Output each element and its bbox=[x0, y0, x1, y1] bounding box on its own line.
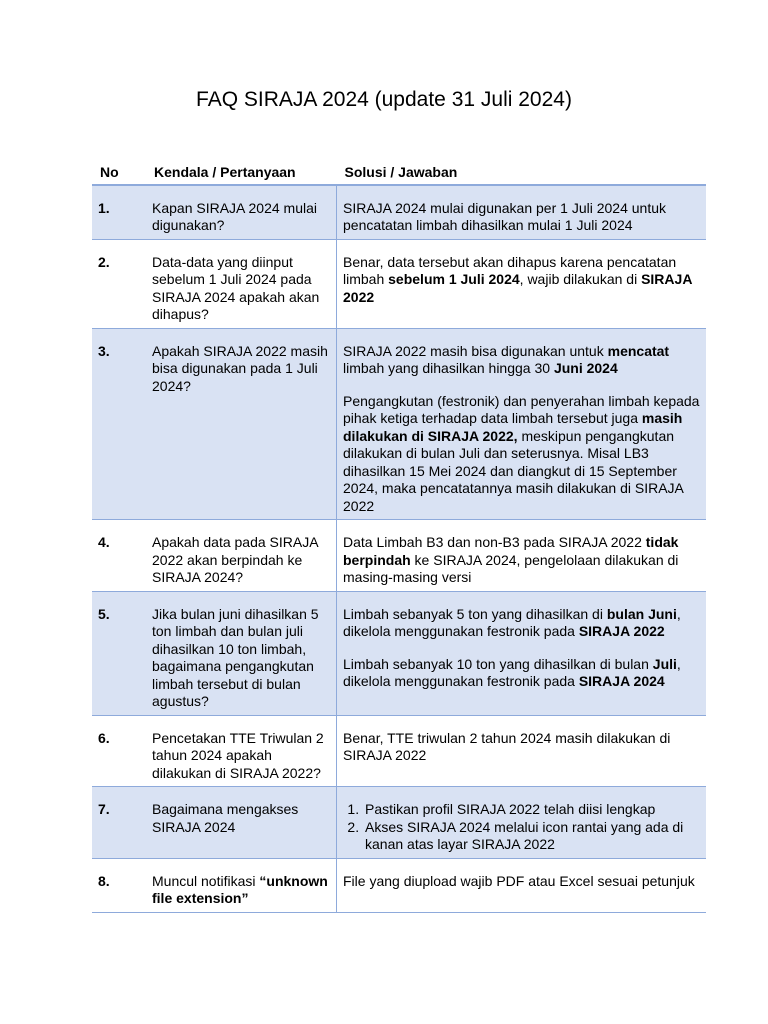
answer-cell bbox=[337, 787, 707, 859]
answer-cell bbox=[337, 239, 707, 328]
table-row bbox=[92, 239, 706, 328]
row-number: 5. bbox=[92, 591, 146, 715]
row-number: 3. bbox=[92, 328, 146, 520]
answer-text: limbah yang dihasilkan hingga 30 bbox=[343, 360, 554, 376]
answer-text: Benar, data tersebut akan dihapus karena pencatatan limbah bbox=[343, 253, 677, 287]
answer-text: , wajib dilakukan di bbox=[519, 271, 642, 287]
row-number: 8. bbox=[92, 858, 146, 912]
answer-text: Limbah sebanyak 5 ton yang dihasilkan di bbox=[343, 605, 607, 622]
row-number: 2. bbox=[92, 239, 146, 328]
answer-paragraph bbox=[343, 343, 700, 378]
list-item: 1. Pastikan profil SIRAJA 2022 telah diisi lengkap bbox=[363, 801, 700, 819]
answer-bold: masih dilakukan di SIRAJA 2022, bbox=[343, 410, 683, 444]
answer-cell bbox=[337, 520, 707, 592]
table-row bbox=[92, 520, 706, 592]
question-cell: Apakah data pada SIRAJA 2022 akan berpindah ke SIRAJA 2024? bbox=[146, 520, 337, 592]
answer-cell: SIRAJA 2024 mulai digunakan per 1 Juli 2024 untuk pencatatan limbah dihasilkan mulai 1 Juli 2024 bbox=[337, 185, 707, 240]
answer-text: Limbah sebanyak 10 ton yang dihasilkan di bulan bbox=[343, 655, 653, 672]
row-number: 6. bbox=[92, 715, 146, 787]
header-no: No bbox=[92, 162, 146, 185]
answer-cell bbox=[337, 591, 707, 715]
answer-paragraph bbox=[343, 656, 700, 691]
answer-text: ke SIRAJA 2024, pengelolaan dilakukan di masing-masing versi bbox=[343, 551, 679, 585]
page-title: FAQ SIRAJA 2024 (update 31 Juli 2024) bbox=[196, 88, 572, 111]
answer-text: , dikelola menggunakan festronik pada bbox=[343, 605, 681, 639]
header-question: Kendala / Pertanyaan bbox=[146, 162, 337, 185]
header-answer: Solusi / Jawaban bbox=[337, 162, 707, 185]
answer-cell: File yang diupload wajib PDF atau Excel sesuai petunjuk bbox=[337, 858, 707, 912]
answer-bold: SIRAJA 2022 bbox=[578, 623, 665, 639]
answer-bold: bulan Juni bbox=[606, 605, 677, 622]
table-row bbox=[92, 715, 706, 787]
question-cell bbox=[146, 858, 337, 912]
question-cell: Jika bulan juni dihasilkan 5 ton limbah dan bulan juli dihasilkan 10 ton limbah, bagaimana pengangkutan limbah tersebut di bulan agustus? bbox=[146, 591, 337, 715]
question-cell: Kapan SIRAJA 2024 mulai digunakan? bbox=[146, 185, 337, 240]
answer-bold: SIRAJA 2022 bbox=[343, 271, 692, 305]
row-number: 7. bbox=[92, 787, 146, 859]
question-cell: Data-data yang diinput sebelum 1 Juli 2024 pada SIRAJA 2024 apakah akan dihapus? bbox=[146, 239, 337, 328]
answer-cell: Benar, TTE triwulan 2 tahun 2024 masih dilakukan di SIRAJA 2022 bbox=[337, 715, 707, 787]
answer-bold: Juli bbox=[652, 655, 677, 672]
question-text: Muncul notifikasi bbox=[152, 872, 260, 889]
question-cell: Bagaimana mengakses SIRAJA 2024 bbox=[146, 787, 337, 859]
question-cell: Pencetakan TTE Triwulan 2 tahun 2024 apakah dilakukan di SIRAJA 2022? bbox=[146, 715, 337, 787]
table-row bbox=[92, 328, 706, 520]
answer-paragraph bbox=[343, 606, 700, 641]
answer-bold: tidak berpindah bbox=[343, 534, 679, 568]
question-bold: “unknown file extension” bbox=[152, 872, 328, 906]
answer-steps-list bbox=[343, 801, 700, 854]
answer-cell bbox=[337, 328, 707, 520]
row-number: 4. bbox=[92, 520, 146, 592]
answer-paragraph bbox=[343, 393, 700, 516]
table-row bbox=[92, 185, 706, 240]
answer-text: Pengangkutan (festronik) dan penyerahan limbah kepada pihak ketiga terhadap data limbah tersebut juga bbox=[343, 392, 700, 426]
answer-bold: SIRAJA 2024 bbox=[578, 673, 665, 689]
answer-text: meskipun pengangkutan dilakukan di bulan Juli dan seterusnya. Misal LB3 dihasilkan 15 Mei 2024 dan diangkut di 15 September 2024, maka pencatatannya masih dilakukan di SIRAJA 2022 bbox=[343, 427, 684, 514]
answer-text: , dikelola menggunakan festronik pada bbox=[343, 655, 681, 689]
list-item: 2. Akses SIRAJA 2024 melalui icon rantai yang ada di kanan atas layar SIRAJA 2022 bbox=[363, 819, 700, 854]
table-row bbox=[92, 591, 706, 715]
answer-bold: sebelum 1 Juli 2024 bbox=[388, 271, 520, 287]
table-row bbox=[92, 787, 706, 859]
question-cell: Apakah SIRAJA 2022 masih bisa digunakan pada 1 Juli 2024? bbox=[146, 328, 337, 520]
answer-text: SIRAJA 2022 masih bisa digunakan untuk bbox=[343, 342, 608, 359]
table-header-row bbox=[92, 162, 706, 185]
row-number: 1. bbox=[92, 185, 146, 240]
answer-bold: Juni 2024 bbox=[553, 360, 618, 376]
table-row bbox=[92, 858, 706, 912]
answer-text: Data Limbah B3 dan non-B3 pada SIRAJA 2022 bbox=[343, 534, 646, 550]
faq-table bbox=[92, 162, 706, 913]
answer-bold: mencatat bbox=[607, 342, 670, 359]
